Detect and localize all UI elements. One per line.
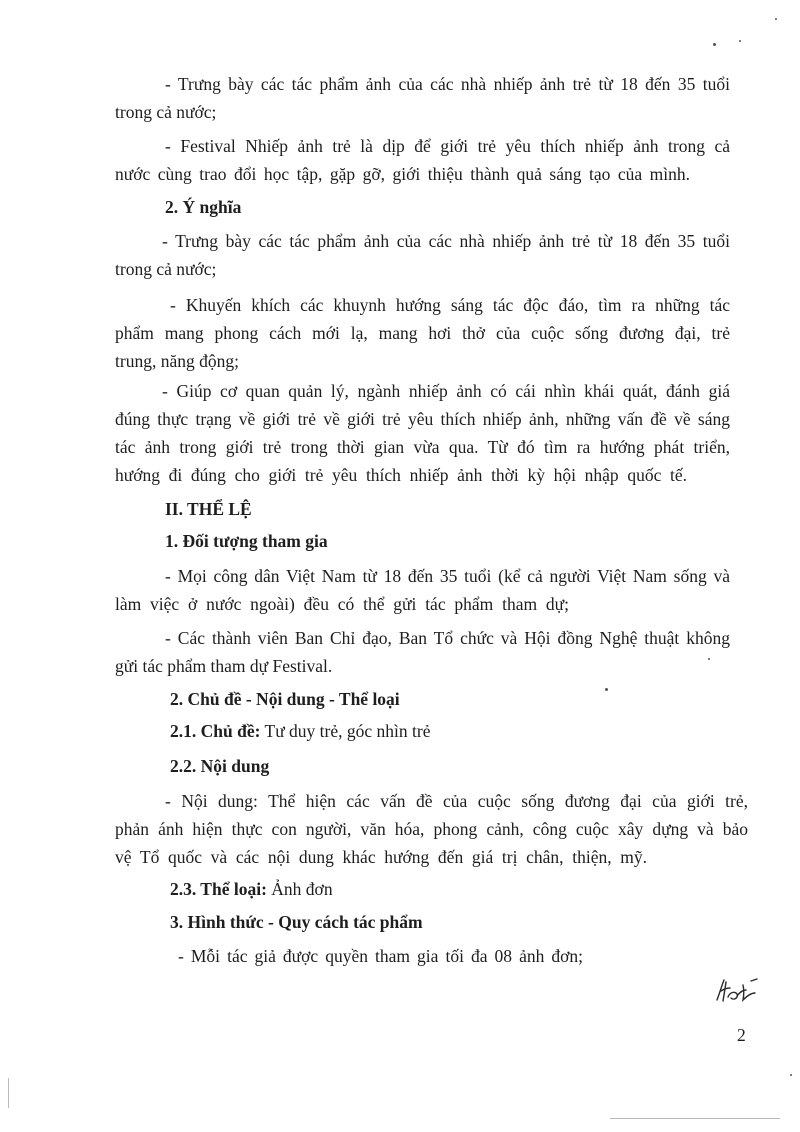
- paragraph-line: nước cùng trao đổi học tập, gặp gỡ, giới thiệu thành quả sáng tạo của mình.: [115, 164, 690, 184]
- paragraph-line: đúng thực trạng về giới trẻ về giới trẻ yêu thích nhiếp ảnh, những vấn đề về sáng: [115, 409, 730, 429]
- paragraph-line: trong cả nước;: [115, 259, 217, 279]
- scan-speck: [739, 40, 741, 42]
- paragraph-line: - Khuyến khích các khuynh hướng sáng tác độc đáo, tìm ra những tác: [170, 295, 730, 315]
- scan-speck: [605, 688, 608, 691]
- section-heading: 3. Hình thức - Quy cách tác phẩm: [170, 912, 423, 932]
- paragraph-line: trung, năng động;: [115, 351, 239, 371]
- subsection-line: [170, 878, 333, 900]
- section-heading: 1. Đối tượng tham gia: [165, 531, 328, 551]
- paragraph-line: gửi tác phẩm tham dự Festival.: [115, 656, 333, 676]
- paragraph-line: - Các thành viên Ban Chỉ đạo, Ban Tổ chức và Hội đồng Nghệ thuật không: [165, 628, 730, 648]
- page-number: 2: [737, 1025, 746, 1045]
- scan-speck: [790, 1074, 792, 1076]
- paragraph-line: hướng đi đúng cho giới trẻ yêu thích nhiếp ảnh thời kỳ hội nhập quốc tế.: [115, 465, 687, 485]
- subsection-text: Ảnh đơn: [271, 879, 333, 899]
- scan-speck: [775, 18, 777, 20]
- subsection-text: Tư duy trẻ, góc nhìn trẻ: [264, 721, 431, 741]
- paragraph-line: phẩm mang phong cách mới lạ, mang hơi thở của cuộc sống đương đại, trẻ: [115, 323, 730, 343]
- paragraph-line: tác ảnh trong giới trẻ trong thời gian vừa qua. Từ đó tìm ra hướng phát triển,: [115, 437, 730, 457]
- section-heading: 2. Ý nghĩa: [165, 197, 242, 217]
- paragraph-line: trong cả nước;: [115, 102, 217, 122]
- paragraph-line: - Mỗi tác giả được quyền tham gia tối đa 08 ảnh đơn;: [178, 946, 583, 966]
- section-heading: II. THỂ LỆ: [165, 499, 252, 519]
- paragraph-line: - Mọi công dân Việt Nam từ 18 đến 35 tuổi (kể cả người Việt Nam sống và: [165, 566, 730, 586]
- section-heading: 2. Chủ đề - Nội dung - Thể loại: [170, 689, 400, 709]
- paragraph-line: vệ Tổ quốc và các nội dung khác hướng đến giá trị chân, thiện, mỹ.: [115, 847, 647, 867]
- signature-initials: [713, 976, 763, 1006]
- scan-speck: [713, 43, 716, 46]
- paragraph-line: - Giúp cơ quan quản lý, ngành nhiếp ảnh có cái nhìn khái quát, đánh giá: [162, 381, 730, 401]
- subsection-heading: 2.2. Nội dung: [170, 756, 270, 776]
- paragraph-line: - Trưng bày các tác phẩm ảnh của các nhà nhiếp ảnh trẻ từ 18 đến 35 tuổi: [165, 74, 730, 94]
- paragraph-line: - Nội dung: Thể hiện các vấn đề của cuộc sống đương đại của giới trẻ,: [165, 791, 748, 811]
- paragraph-line: - Festival Nhiếp ảnh trẻ là dịp để giới trẻ yêu thích nhiếp ảnh trong cả: [165, 136, 730, 156]
- paragraph-line: phản ánh hiện thực con người, văn hóa, phong cảnh, công cuộc xây dựng và bảo: [115, 819, 748, 839]
- scan-edge-mark: [8, 1078, 9, 1108]
- scan-edge-line: [610, 1118, 780, 1119]
- scan-speck: [708, 658, 710, 660]
- paragraph-line: - Trưng bày các tác phẩm ảnh của các nhà nhiếp ảnh trẻ từ 18 đến 35 tuổi: [162, 231, 730, 251]
- subsection-heading: 2.1. Chủ đề:: [170, 721, 261, 741]
- paragraph-line: làm việc ở nước ngoài) đều có thể gửi tác phẩm tham dự;: [115, 594, 569, 614]
- subsection-heading: 2.3. Thể loại:: [170, 879, 267, 899]
- subsection-line: [170, 720, 430, 742]
